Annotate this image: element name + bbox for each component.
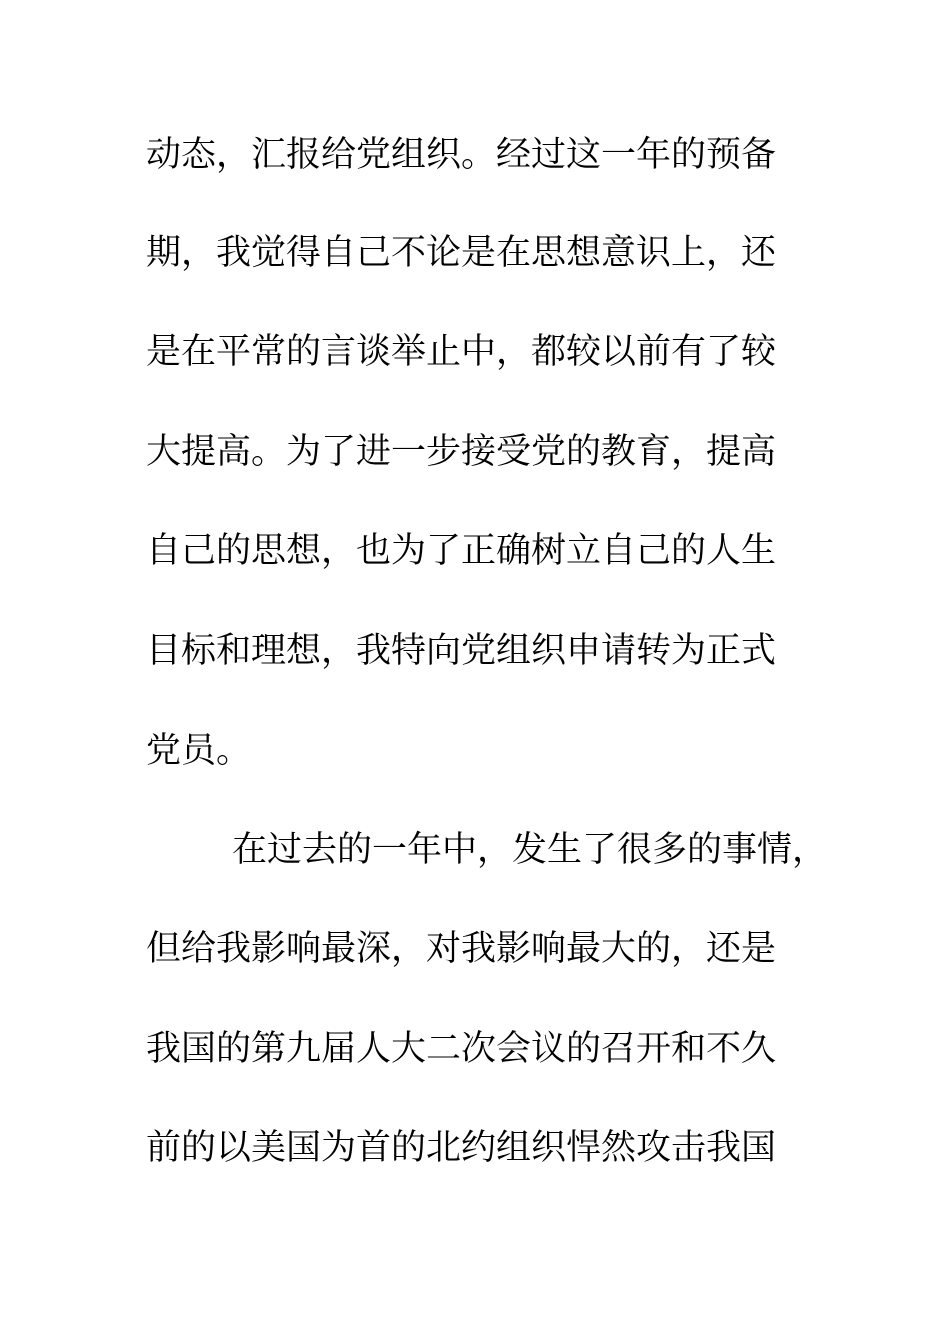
text-line-7: 党员。 [146, 731, 252, 771]
text-line-3: 是在平常的言谈举止中，都较以前有了较 [146, 332, 777, 372]
paragraph-start-line: 在过去的一年中，发生了很多的事情， [232, 830, 828, 870]
text-line-9: 但给我影响最深，对我影响最大的，还是 [146, 929, 777, 969]
text-line-1: 动态，汇报给党组织。经过这一年的预备 [146, 135, 777, 175]
text-line-5: 自己的思想，也为了正确树立自己的人生 [146, 531, 777, 571]
text-line-2: 期，我觉得自己不论是在思想意识上，还 [146, 233, 777, 273]
text-line-10: 我国的第九届人大二次会议的召开和不久 [146, 1029, 777, 1069]
text-line-4: 大提高。为了进一步接受党的教育，提高 [146, 432, 777, 472]
text-line-11: 前的以美国为首的北约组织悍然攻击我国 [146, 1128, 777, 1168]
text-line-6: 目标和理想，我特向党组织申请转为正式 [146, 631, 777, 671]
